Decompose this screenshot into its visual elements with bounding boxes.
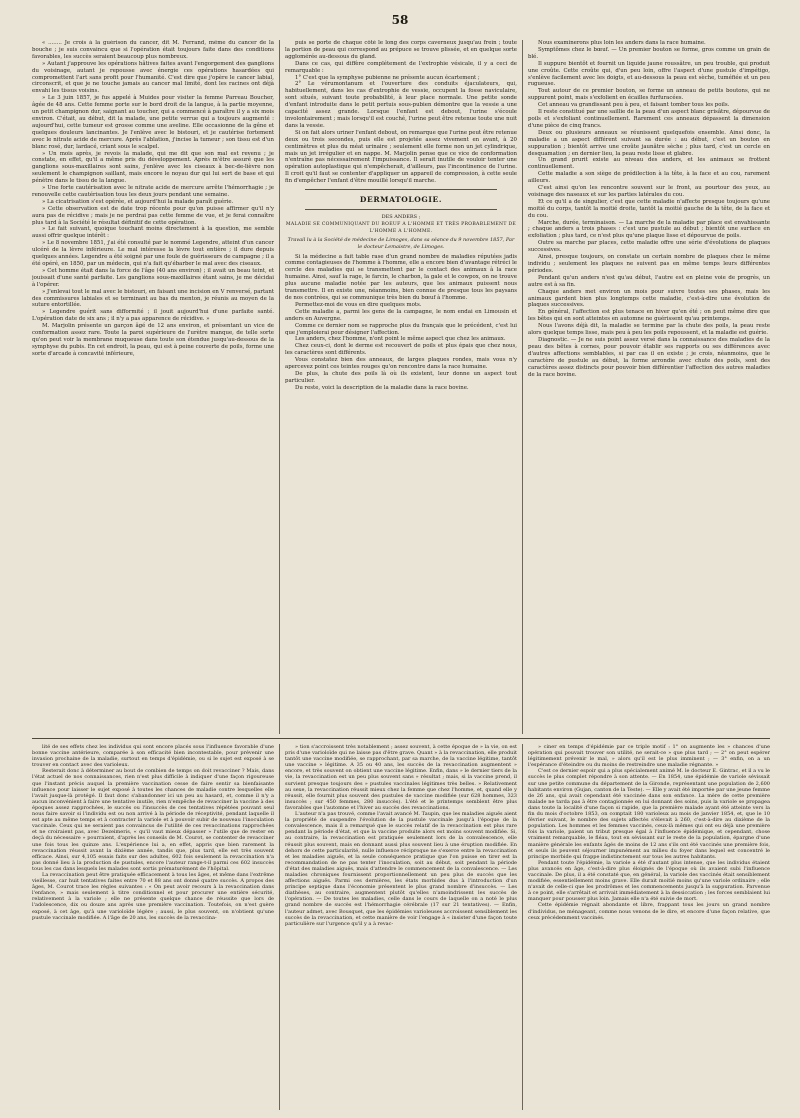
paragraph: Permettez-moi de vous en dire quelques mots. [295, 301, 422, 308]
paragraph: Il suppure bientôt et fournit un liquide jaune roussâtre, un peu trouble, qui produit une croûte. Cette croûte qui, d'un peu loin, offre l'aspect d'une pustule d'impétigo, s'enlève facilement avec les doigts, et au-dessous la peau est sèche, tuméfiée et un peu rugueuse. [528, 60, 770, 88]
paragraph: » Une forte cautérisation avec le nitrate acide de mercure arrête l'hémorrhagie ; je renouvelle cette cautérisation tous les deux jours pendant une semaine. [32, 185, 274, 198]
paragraph: Chez ceux-ci, dont le derme est recouvert de poils et plus épais que chez nous, les caractères sont différents. [285, 343, 517, 357]
paragraph: La revaccination peut être pratiquée efficacement à tous les âges, et même dans l'extrême vieillesse, car huit tentatives faites entre 70 et 88 ans ont donné quatre succès. A propos des âges, M. Courot trace les règles suivantes : « On peut avoir recours à la revaccination dans l'enfance, » mais seulement à titre conditionnel et pour procurer une entière sécurité, relativement à la variole ; elle ne présente quelque chance de réussite que lors de l'adolescence, dix ou douze ans après une première vaccination. Toutefois, on n'est guère exposé, à cet âge, qu'à une varioloïde légère ; aussi, le plus souvent, on n'obtient qu'une pustule vaccinale modifiée. A l'âge de 20 ans, les succès de la revaccina- [32, 871, 274, 921]
column-bottom-left [32, 744, 274, 1110]
paragraph: Deux ou plusieurs anneaux se réunissent quelquefois ensemble. Ainsi donc, la maladie a un aspect différent suivant sa durée : au début, c'est un bouton en suppuration ; bientôt arrive une croûte jaunâtre sèche ; plus tard, c'est un cercle en desquamation ; en dernier lieu, la peau reste lisse et glabre. [528, 129, 770, 157]
paragraph: L'auteur n'a pas trouvé, comme l'avait avancé M. Taupin, que les maladies aiguës aient la propriété de suspendre l'évolution de la pustule vaccinale jusqu'à l'époque de la convalescence, mais il a remarqué que le succès relatif de la revaccination est plus rare pendant la période d'état, et que la vaccine produite alors est moins souvent modifiée. Si, au contraire, la revaccination est pratiquée seulement lors de la convalescence, elle réussit plus souvent, mais en donnant aussi plus souvent lieu à une éruption modifiée. En dehors de cette particularité, nulle influence réciproque ne s'exerce entre la revaccination et les maladies aiguës, et la seule conséquence pratique que l'on puisse en tirer est la recommandation de ne pas tenter l'inoculation, soit au début, soit pendant la période d'état des maladies aiguës, mais d'attendre le commencement de la convalescence. — Les maladies chroniques fournissent proportionnellement un peu plus de succès que les affections aiguës. Parmi ces dernières, les états morbides dus à l'introduction d'un principe septique dans l'économie présentent le plus grand nombre d'insuccès. — Les diathèses, au contraire, augmentent plutôt qu'elles n'amoindrissent les succès de l'opération. — De toutes les maladies, celle dans le cours de laquelle on a noté le plus grand nombre de succès est l'hémorrhagie cérébrale (17 sur 21 tentatives). — Enfin, l'auteur admet, avec Bousquet, que les épidémies varioleuses accroissent sensiblement les succès de la revaccination, et cette manière de voir l'engage à « insister d'une façon toute particulière sur l'urgence qu'il y a à revac- [285, 811, 517, 927]
paragraph: Cette maladie a, parmi les gens de la campagne, le nom endai en Limousin et anders en Auvergne. [285, 308, 517, 322]
paragraph: 2° Le vérumontanum et l'ouverture des conduits éjaculateurs, qui, habituellement, dans les cas d'extrophie de vessie, occupent la fosse naviculaire, sont situés, suivant toute probabilité, à leur place normale. Une petite sonde d'enfant introduite dans le petit pertuis sous-pubien démontre que la vessie a une capacité assez grande. Lorsque l'enfant est debout, l'urine s'écoule involontairement ; mais lorsqu'il est couché, l'urine peut être retenue toute une nuit dans la vessie. [285, 81, 517, 129]
paragraph: Outre sa marche par places, cette maladie offre une série d'évolutions de plaques successives. [528, 240, 770, 254]
page-number: 58 [391, 13, 409, 27]
paragraph: M. Marjolin présente un garçon âgé de 12 ans environ, et présentant un vice de conformation assez rare. Toute la paroi supérieure de l'urètre manque, de telle sorte qu'on peut voir la membrane muqueuse dans toute son étendue jusqu'au-dessous de la symphyse du pubis. En cet endroit, la peau, qui est à peine couverte de poils, forme une sorte d'arcade à concavité inférieure, [32, 323, 274, 357]
paragraph: Pendant qu'un anders n'est qu'au début, l'autre est en pleine voie de progrès, un autre est à sa fin. [528, 274, 770, 288]
paragraph: Diagnostic. — Je ne suis point assez versé dans la connaissance des maladies de la peau des bêtes à cornes, pour pouvoir établir ses rapports ou ses différences avec d'autres affections semblables, si par cas il en existe ; je crois, néanmoins, que le caractère de pustule au début, la forme arrondie avec chute des poils, sont des caractères assez distincts pour pouvoir bien différentier l'affection des autres maladies de la race bovine. [528, 336, 770, 378]
paragraph: Du reste, voici la description de la maladie dans la race bovine. [295, 384, 469, 391]
paragraph: Resterait donc à déterminer au bout de combien de temps on doit revacciner ? Mais, dans l'état actuel de nos connaissances, rien n'est plus difficile à indiquer d'une façon rigoureuse que l'instant précis auquel la première vaccination cesse de faire sentir sa bienfaisante influence pour laisser le sujet exposé à toutes les chances de maladie contre lesquelles elle l'avait jusque-là protégé. Il faut donc s'abandonner ici un peu au hasard, et, comme il n'y a aucun inconvénient à faire une tentative inutile, rien n'empêche de revacciner la vaccine à des époques assez rapprochées, le succès ou l'insuccès de ces tentatives répétées pouvant seul nous faire savoir si l'individu est ou non arrivé à la période de réceptivité, pendant laquelle il est apte au même temps et à contracter la variole et à pouvoir subir de nouveau l'inoculation vaccinale. Ceux qui ne seraient pas convaincus de l'utilité de ces revaccinations rapprochées et ne croiraient pas, avec Dezeimeris, « qu'il vaut mieux dépasser » l'utile que de rester en deçà du nécessaire » pourraient, d'après les conseils de M. Courot, se contenter de revacciner une fois tous les quinze ans. L'expérience lui a, en effet, appris que bien rarement la revaccination réussit avant la dixième année, tandis que, plus tard, elle est très souvent efficace. Ainsi, sur 4,105 essais faits sur des adultes, 602 fois seulement la revaccination n'a pas donné lieu à la production de pustules, encore l'auteur range-t-il parmi ces 602 insuccès tous les cas dans lesquels les malades sont sortis prématurément de l'hôpital. [32, 768, 274, 872]
column-rule [279, 744, 280, 1110]
column-top-left [32, 40, 274, 734]
paragraph: » Le fait suivant, quoique touchant moins directement à la question, me semble aussi offrir quelque intérêt : [32, 226, 274, 240]
paragraph: C'est ainsi qu'on les rencontre souvent sur le front, au pourtour des yeux, au voisinage des naseaux et sur les parties latérales du cou. [528, 185, 770, 198]
paragraph: Vous constatez bien des anneaux, de larges plaques rondes, mais vous n'y apercevez point ces teintes rouges qu'on rencontre dans la race humaine. [285, 357, 517, 371]
paragraph: » J'enlevai tout le mal avec le bistouri, en faisant une incision en V renversé, partant des commissures labiales et se terminant au bas du menton, je réunis au moyen de la suture entortillée. [32, 288, 274, 309]
paragraph: Chaque anders met environ un mois pour suivre toutes ses phases, mais les animaux gardent bien plus longtemps cette maladie, c'est-à-dire une évolution de plaques successives. [528, 288, 770, 309]
paragraph: » Legendre guérit sans difformité ; il jouit aujourd'hui d'une parfaite santé. L'opération date de six ans ; il n'y a pas apparence de récidive. » [32, 309, 274, 323]
feuilleton-rule [32, 738, 770, 739]
paragraph: » Le 8 novembre 1851, j'ai été consulté par le nommé Legendre, atteint d'un cancer ulcéré de la lèvre inférieure. Le mal intéresse la lèvre tout entière ; il dure depuis quelques années. Legendre a été soigné par une foule de guérisseurs de campagne ; il a été opéré, en 1850, par un médecin, qui n'a fait qu'ébarber le mal avec des ciseaux. [32, 240, 274, 267]
paragraph: Pendant toute l'épidémie, la variole a été d'autant plus intense, que les individus étaient plus avancés en âge, c'est-à-dire plus éloignés de l'époque où ils avaient subi l'influence vaccinale. De plus, il a été constaté que, en général, la variole des vaccinés était sensiblement modifiée, essentiellement moins grave. Elle durait moitié moins qu'une variole ordinaire ; elle n'avait de celle-ci que les prodrômes et les commencements jusqu'à la suppuration. Parvenue à ce point, elle s'arrêtait et arrivait immédiatement à la dessiccation ; les forces semblaient lui manquer pour pousser plus loin. Jamais elle n'a été suivie de mort. [528, 859, 770, 903]
paragraph: Ainsi, presque toujours, on constate un certain nombre de plaques chez le même individu ; seulement les plaques ne suivent pas en même temps leurs différentes périodes. [528, 254, 770, 274]
column-bottom-right [528, 744, 770, 1110]
paragraph: lité de ses effets chez les individus qui sont encore placés sous l'influence favorable d'une bonne vaccine antérieure, comparée à son efficacité bien incontestable, pour prévenir une invasion prochaine de la maladie, surtout en temps d'épidémie, ou si le sujet est exposé à se trouver en contact avec des varioleux. [32, 744, 274, 769]
paragraph: » ciner en temps d'épidémie par ce triple motif : 1° on augmente les » chances d'une opération qui pouvait trouver son utilité, ne serait-ce » que plus tard ; — 2° on peut espérer légitimement prévenir le mal, » alors qu'il est le plus imminent ; — 3° enfin, on a un l'espérance d'éteindre ou du moins de restreindre une maladie régnante. » [528, 744, 770, 769]
paragraph: Et ce qu'il a de singulier, c'est que cette maladie n'affecte presque toujours qu'une moitié du corps, tantôt la moitié droite, tantôt la moitié gauche de la tête, de la face et du cou. [528, 198, 770, 219]
paragraph: Les anders, chez l'homme, n'ont point le même aspect que chez les animaux. [295, 336, 506, 343]
paragraph: Symptômes chez le bœuf. — Un premier bouton se forme, gros comme un grain de blé. [528, 46, 770, 60]
section-heading: DERMATOLOGIE. [359, 195, 443, 205]
paragraph: Cette maladie a son siège de prédilection à la tête, à la face et au cou, rarement ailleurs. [528, 171, 770, 185]
column-rule [522, 40, 523, 734]
paragraph: Un grand prurit existe au niveau des anders, et les animaux se frottent continuellement. [528, 157, 770, 171]
paragraph: Cette épidémie régnait abondante et libre, frappant tous les jours un grand nombre d'individus, ne ménageant, comme nous venons de le dire, et encore d'une façon relative, que ceux précédemment vaccinés. [528, 902, 770, 921]
paragraph: C'est ce dernier espoir qui a plus spécialement animé M. le docteur E. Gintrac, et il a vu le succès le plus complet répondre à son attente. — En 1854, une épidémie de variole sévissait sur une petite commune du département de la Gironde, représentant une population de 2,600 habitants environ (Gujan, canton de la Teste). — Elle y avait été importée par une jeune femme de 26 ans, qui avait cependant été vaccinée dans son enfance. La mère de cette première malade ne tarda pas à être contagionnée en lui donnant des soins, puis la variole se propagea dans toute la localité d'une façon si rapide, que la première malade ayant été atteinte vers la fin du mois d'octobre 1853, on comptait 180 varioleux au mois de janvier 1854, et, que le 10 février suivant, le nombre des sujets affectés s'élevait à 260, c'est-à-dire au dixième de la population. Les hommes et les femmes vaccinés, ceux-là mêmes qui ont eu déjà une première fois la variole, paient un tribut presque égal à l'influence épidémique, et cependant, chose vraiment remarquable, le fléau, tout en sévissant sur le reste de la population, épargne d'une manière générale les enfants âgés de moins de 12 ans s'ils ont été vaccinés une première fois, et seuls ils peuvent séjourner impunément au milieu du foyer dans lequel est concentré le principe morbide qui frappe indistinctement sur tous les autres habitants. [528, 768, 770, 860]
paragraph: Marche, durée, terminaison. — La marche de la maladie par place est envahissante ; chaque anders a trois phases : c'est une pustule au début ; bientôt une surface en exfoliation ; plus tard, ce n'est plus qu'une plaque lisse et dépourvue de poils. [528, 219, 770, 240]
paragraph: Il reste constitué par une saillie de la peau d'un aspect blanc grisâtre, dépourvue de poils et s'exfoliant continuellement. Rarement ces anneaux dépassent la dimension d'une pièce de cinq francs. [528, 109, 770, 129]
paragraph: » tion s'accroissent très notablement ; assez souvent, à cette époque de » la vie, on est pris d'une varioloïde qui ne laisse pas d'être grave. Quant » à la revaccination, elle produit tantôt une vaccine modifiée, se rapprochant, par sa marche, de la vaccine légitime, tantôt une vaccine » légitime. A 35 ou 40 ans, les succès de la revaccination augmentent » encore, et très souvent on obtient une vaccine légitime. Enfin, dans » le dernier tiers de la vie, la revaccination est un peu plus souvent sans » résultat ; mais, si la vaccine prend, il survient presque toujours des » pustules vaccinales légitimes très belles. » Relativement au sexe, la revaccination réussit mieux chez la femme que chez l'homme, et, quand elle y réussit, elle fournit plus souvent des pustules de vaccine modifiée (sur 628 hommes, 323 insuccès ; sur 450 femmes, 280 insuccès). L'été et le printemps semblent être plus favorables que l'automne et l'hiver au succès des revaccinations. [285, 744, 517, 811]
article-title: DES ANDERS ; [381, 214, 421, 221]
paragraph: » Autant j'approuve les opérations hâtives faites avant l'engorgement des ganglions du voisinage, autant je repousse avec énergie ces opérations hasardées qui compromettent l'art sans profit pour l'humanité. C'est dire que j'opère le cancer labial, circonscrit, et que je ne touche jamais au cancer mal limité, dont les racines ont déjà envahi les tissus voisins. [32, 60, 274, 95]
column-top-middle [285, 40, 517, 734]
paragraph: Si la médecine a fait table rase d'un grand nombre de maladies réputées jadis comme contagieuses de l'homme à l'homme, elle a encore bien d'avantage rétréci le cercle des maladies qui se transmettent par le contact des animaux à la race humaine. Ainsi, sauf la rage, le farcin, le charbon, la gale et le cowpox, on ne trouve plus aucune maladie notée par les auteurs, que les animaux puissent nous transmettre. Il en existe une, néanmoins, bien connue de presque tous les paysans de nos contrées, qui se communique très bien du bœuf à l'homme. [285, 253, 517, 301]
article-subtitle: MALADIE SE COMMUNIQUANT DU BOEUF A L'HOMME ET TRÈS PROBABLEMENT DE L'HOMME A L'HOMME. [285, 221, 517, 234]
paragraph: Nous l'avons déjà dit, la maladie se termine par la chute des poils, la peau reste alors quelque temps lisse, mais peu à peu les poils repoussent, et la maladie est guérie. [528, 323, 770, 337]
paragraph: » Cette observation est de date trop récente pour qu'on puisse affirmer qu'il n'y aura pas de récidive ; mais je ne perdrai pas cette femme de vue, et je ferai connaître plus tard à la Société le résultat définitif de cette opération. [32, 205, 274, 226]
paragraph: Tout autour de ce premier bouton, se forme un anneau de petits boutons, qui ne suppurent point, mais s'exfolient en écailles furfuracées. [528, 88, 770, 102]
paragraph: Si on fait alors uriner l'enfant debout, on remarque que l'urine peut être retenue deux ou trois secondes, puis elle est projetée assez vivement en avant, à 20 centimètres et plus du méat urinaire ; seulement elle forme non un jet cylindrique, mais un jet irrégulier et en nappe. M. Marjolin pense que ce vice de conformation n'entraîne pas nécessairement l'impuissance. Il serait inutile de vouloir tenter une opération autoplastique qui n'empêcherait, d'ailleurs, pas l'incontinence de l'urine. Il croit qu'il faut se contenter d'appliquer un appareil de compression, à cette seule fin d'empêcher l'enfant d'être mouillé lorsqu'il marche. [285, 129, 517, 185]
paragraph: puis se porte de chaque côté le long des corps caverneux jusqu'au frein ; toute la portion de peau qui correspond au prépuce se trouve plissée, et en quelque sorte agglomérée au-dessous du gland. [285, 40, 517, 60]
paragraph: Dans ce cas, qui diffère complétement de l'extrophie vésicale, il y a ceci de remarquable : [285, 60, 517, 74]
column-rule [279, 40, 280, 734]
article-byline: Travail lu à la Société de médecine de Limoges, dans sa séance du 9 novembre 1857, Par le docteur Lemaistre, de Limoges. [287, 236, 515, 250]
column-bottom-middle [285, 744, 517, 1110]
paragraph: « ........ Je crois à la guérison du cancer, dit M. Ferrand, même du cancer de la bouche ; je suis convaincu que si l'opération était toujours faite dans des conditions favorables, les succès seraient beaucoup plus nombreux. [32, 40, 274, 60]
paragraph: En général, l'affection est plus tenace en hiver qu'en été ; on peut même dire que les bêtes qui en sont atteintes en automne ne guérissent qu'au printemps. [528, 309, 770, 323]
paragraph: De plus, la chute des poils là où ils existent, leur donne un aspect tout particulier. [285, 370, 517, 384]
column-top-right [528, 40, 770, 734]
paragraph: » La cicatrisation s'est opérée, et aujourd'hui la malade paraît guérie. [42, 198, 234, 205]
column-rule [522, 744, 523, 1110]
paragraph: » Le 3 juin 1857, je fus appelé à Muides pour visiter la femme Parreau Boucher, âgée de 48 ans. Cette femme porte sur le bord droit de la langue, à la partie moyenne, un petit champignon dur, saignant au toucher, qui a commencé à paraître il y a six mois environ. C'était, au début, dit la malade, une petite verrue qui a toujours augmenté : aujourd'hui, cette tumeur est grosse comme une aveline. Elle occasionne de la gêne et quelques douleurs lancinantes. Je l'enlève avec le bistouri, et je cautérise fortement avec le nitrate acide de mercure. Après l'ablation, j'incise la tumeur ; son tissu est d'un blanc rosé, dur, lardacé, criant sous le scalpel. [32, 95, 274, 150]
paragraph: Comme ce dernier nom se rapproche plus du français que le précédent, c'est lui que j'emploierai pour désigner l'affection. [285, 322, 517, 336]
paragraph: » Cet homme était dans la force de l'âge (40 ans environ) ; il avait un beau teint, et jouissait d'une santé parfaite. Les ganglions sous-maxillaires étant sains, je me décidai à l'opérer. [32, 267, 274, 288]
section-rule [305, 209, 497, 210]
paragraph: » Un mois après, je revois la malade, qui me dit que son mal est revenu ; je constate, en effet, qu'il a même pris du développement. Après m'être assuré que les ganglions sous-maxillaires sont sains, j'enlève avec les ciseaux à bec-de-lièvre non seulement le champignon saillant, mais encore le noyau dur qui lui sert de base et qui pénètre dans le tissu de la langue. [32, 150, 274, 185]
paragraph: Cet anneau va grandissant peu à peu, et faisant tomber tous les poils. [538, 102, 730, 109]
paragraph: Nous examinerons plus loin les anders dans la race humaine. [538, 40, 706, 46]
paragraph: 1° C'est que la symphyse pubienne ne présente aucun écartement ; [295, 74, 480, 81]
section-rule [305, 189, 497, 190]
